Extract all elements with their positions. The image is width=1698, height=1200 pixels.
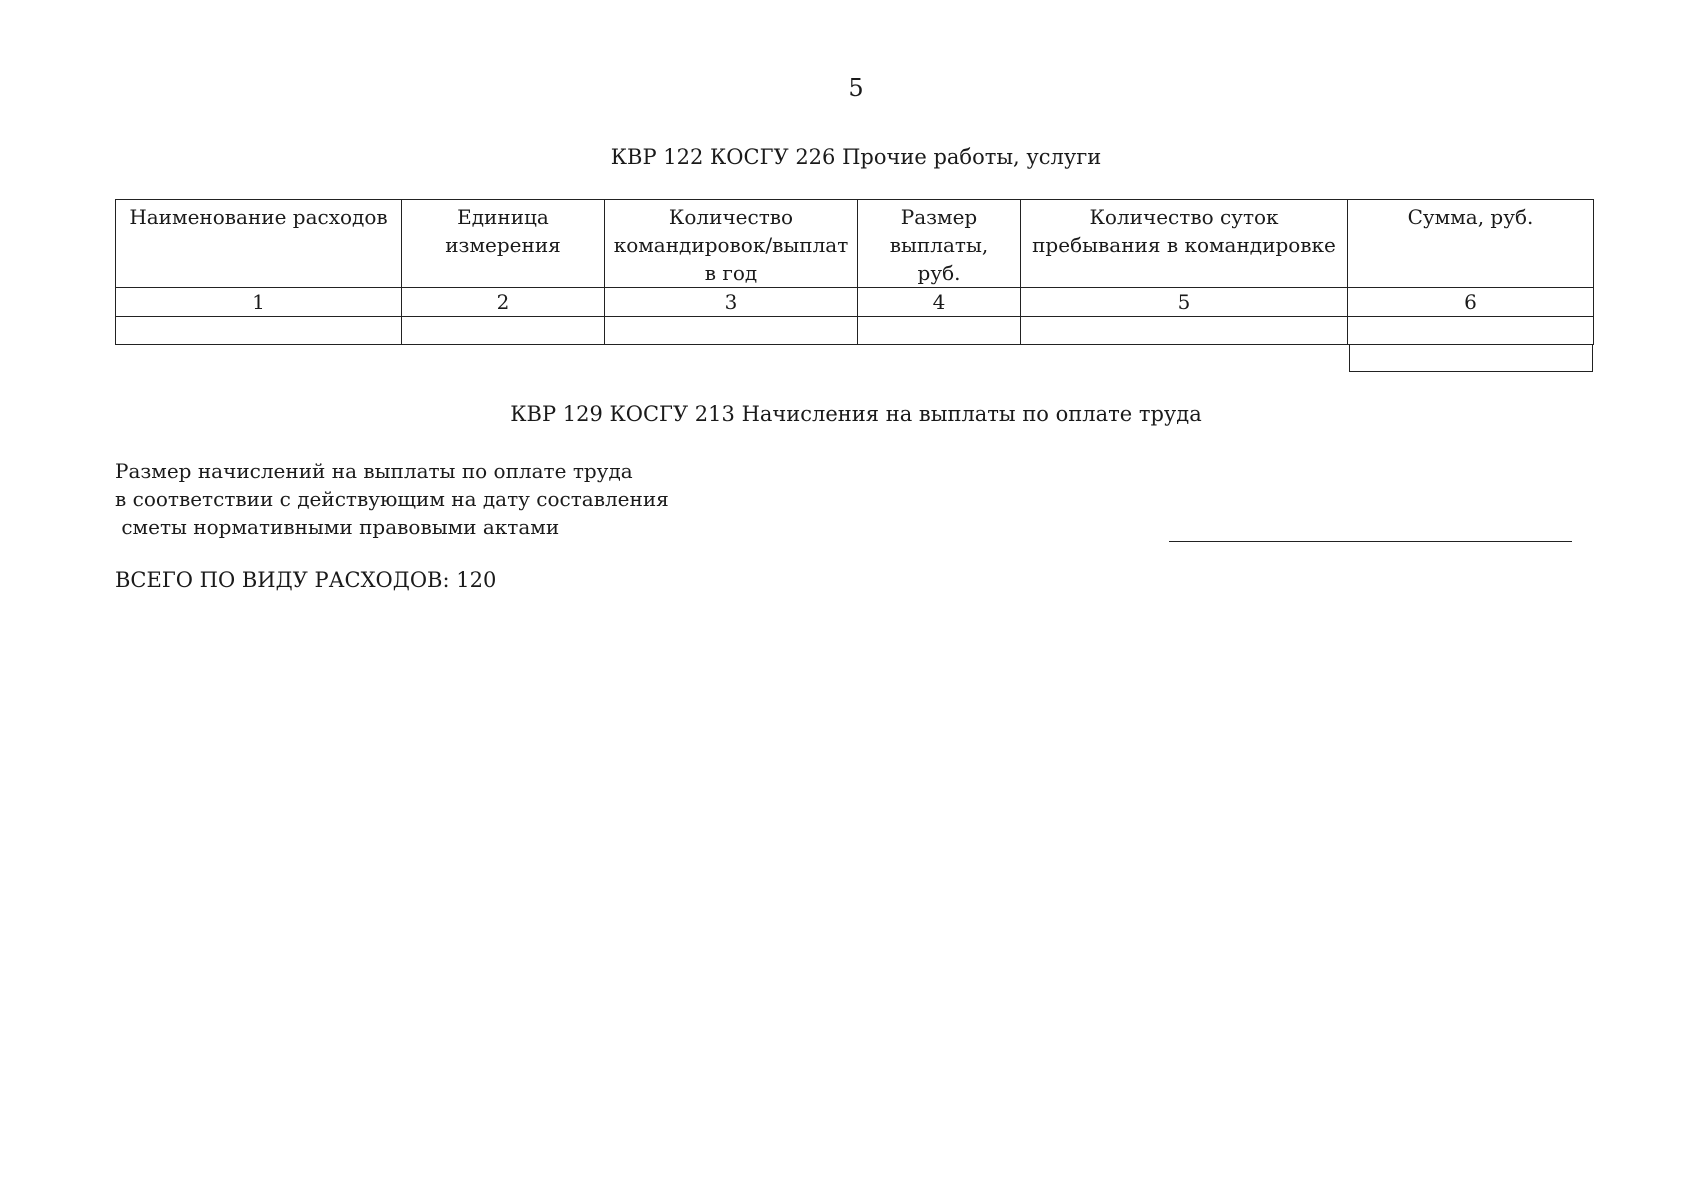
header-line: командировок/выплат [613,233,849,257]
header-line: Размер [900,205,978,229]
accrual-text-line: в соответствии с действующим на дату составления [115,487,669,511]
table-cell [1021,317,1348,345]
header-line: Сумма, руб. [1407,205,1534,229]
accrual-description [115,457,669,541]
header-line: Количество суток [1089,205,1279,229]
header-unit [402,200,605,288]
table-row [116,317,1594,345]
table-cell [858,317,1021,345]
table-cell [1348,317,1594,345]
header-line: пребывания в командировке [1032,233,1336,257]
header-line: измерения [445,233,561,257]
header-trips-count [605,200,858,288]
header-sum [1348,200,1594,288]
column-number: 4 [858,288,1021,317]
column-number: 3 [605,288,858,317]
section-title-kvr-129: КВР 129 КОСГУ 213 Начисления на выплаты по оплате труда [510,402,1202,426]
header-line: выплаты, [889,233,989,257]
header-line: Наименование расходов [129,205,388,229]
table-header-row [116,200,1594,288]
header-expense-name [116,200,402,288]
column-number: 1 [116,288,402,317]
section-title-kvr-122: КВР 122 КОСГУ 226 Прочие работы, услуги [610,145,1102,169]
expenses-table [115,199,1594,345]
sum-total-box [1349,344,1593,372]
table-cell [605,317,858,345]
column-number-row [116,288,1594,317]
header-line: Количество [668,205,794,229]
table-cell [116,317,402,345]
header-payment-size [858,200,1021,288]
table-cell [402,317,605,345]
column-number: 6 [1348,288,1594,317]
header-line: руб. [917,261,961,285]
accrual-text-line: Размер начислений на выплаты по оплате труда [115,459,633,483]
header-line: в год [704,261,758,285]
accrual-value-line [1169,541,1572,542]
page-number: 5 [848,74,864,102]
accrual-text-line: сметы нормативными правовыми актами [115,515,560,539]
column-number: 5 [1021,288,1348,317]
header-line: Единица [457,205,549,229]
column-number: 2 [402,288,605,317]
header-days-count [1021,200,1348,288]
grand-total: ВСЕГО ПО ВИДУ РАСХОДОВ: 120 [115,568,497,592]
